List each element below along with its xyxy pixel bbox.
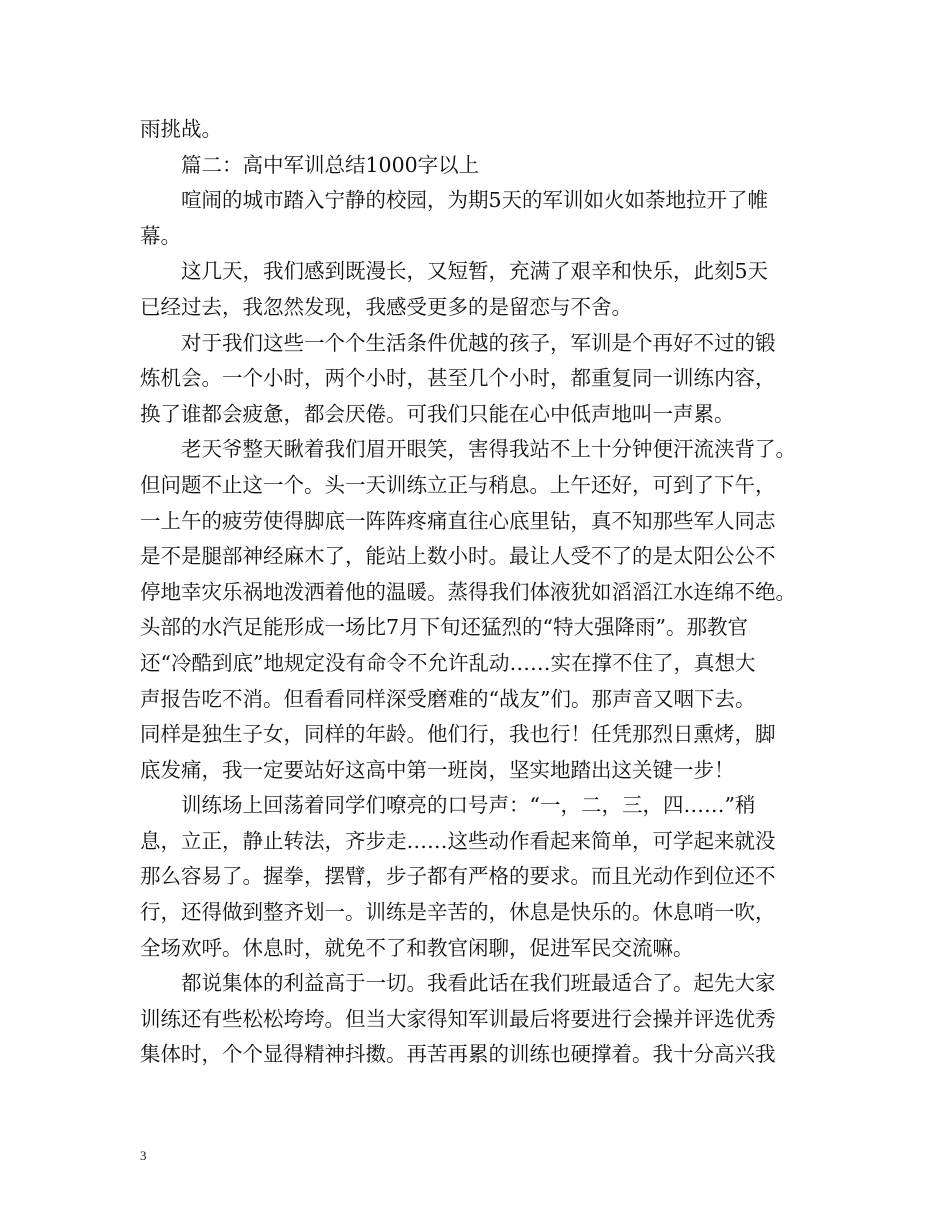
document-body (140, 112, 830, 1073)
text-line: 停地幸灾乐祸地泼洒着他的温暖。蒸得我们体液犹如滔滔江水连绵不绝。 (140, 579, 796, 604)
text-line: 息，立正，静止转法，齐步走……这些动作看起来简单，可学起来就没 (140, 828, 776, 853)
text-line: 都说集体的利益高于一切。我看此话在我们班最适合了。起先大家 (181, 971, 776, 996)
text-line: 老天爷整天瞅着我们眉开眼笑，害得我站不上十分钟便汗流浃背了。 (181, 437, 796, 462)
text-line: 喧闹的城市踏入宁静的校园，为期5天的军训如火如荼地拉开了帷 (181, 188, 769, 213)
section-heading: 篇二：高中军训总结1000字以上 (181, 152, 480, 177)
text-line: 炼机会。一个小时，两个小时，甚至几个小时，都重复同一训练内容， (140, 366, 776, 391)
text-line: 还“冷酷到底”地规定没有命令不允许乱动……实在撑不住了，真想大 (140, 650, 756, 675)
text-line: 声报告吃不消。但看看同样深受磨难的“战友”们。那声音又咽下去。 (140, 686, 756, 711)
text-line: 同样是独生子女，同样的年龄。他们行，我也行！任凭那烈日熏烤，脚 (140, 722, 776, 747)
text-line: 全场欢呼。休息时，就免不了和教官闲聊，促进军民交流嘛。 (140, 935, 694, 960)
text-line: 幕。 (140, 223, 181, 248)
text-line: 训练还有些松松垮垮。但当大家得知军训最后将要进行会操并评选优秀 (140, 1006, 776, 1031)
text-line: 是不是腿部神经麻木了，能站上数小时。最让人受不了的是太阳公公不 (140, 544, 776, 569)
text-line: 换了谁都会疲惫，都会厌倦。可我们只能在心中低声地叫一声累。 (140, 401, 735, 426)
text-line: 对于我们这些一个个生活条件优越的孩子，军训是个再好不过的锻 (181, 330, 776, 355)
text-line: 这几天，我们感到既漫长，又短暂，充满了艰辛和快乐，此刻5天 (181, 259, 769, 284)
page-number: 3 (140, 1148, 147, 1163)
text-line: 行，还得做到整齐划一。训练是辛苦的，休息是快乐的。休息哨一吹， (140, 900, 776, 925)
text-line: 底发痛，我一定要站好这高中第一班岗，坚实地踏出这关键一步！ (140, 757, 735, 782)
text-line: 一上午的疲劳使得脚底一阵阵疼痛直往心底里钻，真不知那些军人同志 (140, 508, 776, 533)
text-line: 头部的水汽足能形成一场比7月下旬还猛烈的“特大强降雨”。那教官 (140, 615, 749, 640)
text-line: 已经过去，我忽然发现，我感受更多的是留恋与不舍。 (140, 294, 632, 319)
text-line: 但问题不止这一个。头一天训练立正与稍息。上午还好，可到了下午， (140, 472, 776, 497)
text-line: 训练场上回荡着同学们嘹亮的口号声：“一，二，三，四……”稍 (181, 793, 756, 818)
text-line: 那么容易了。握拳，摆臂，步子都有严格的要求。而且光动作到位还不 (140, 864, 776, 889)
text-line: 雨挑战。 (140, 117, 222, 141)
text-line: 集体时，个个显得精神抖擞。再苦再累的训练也硬撑着。我十分高兴我 (140, 1042, 776, 1067)
